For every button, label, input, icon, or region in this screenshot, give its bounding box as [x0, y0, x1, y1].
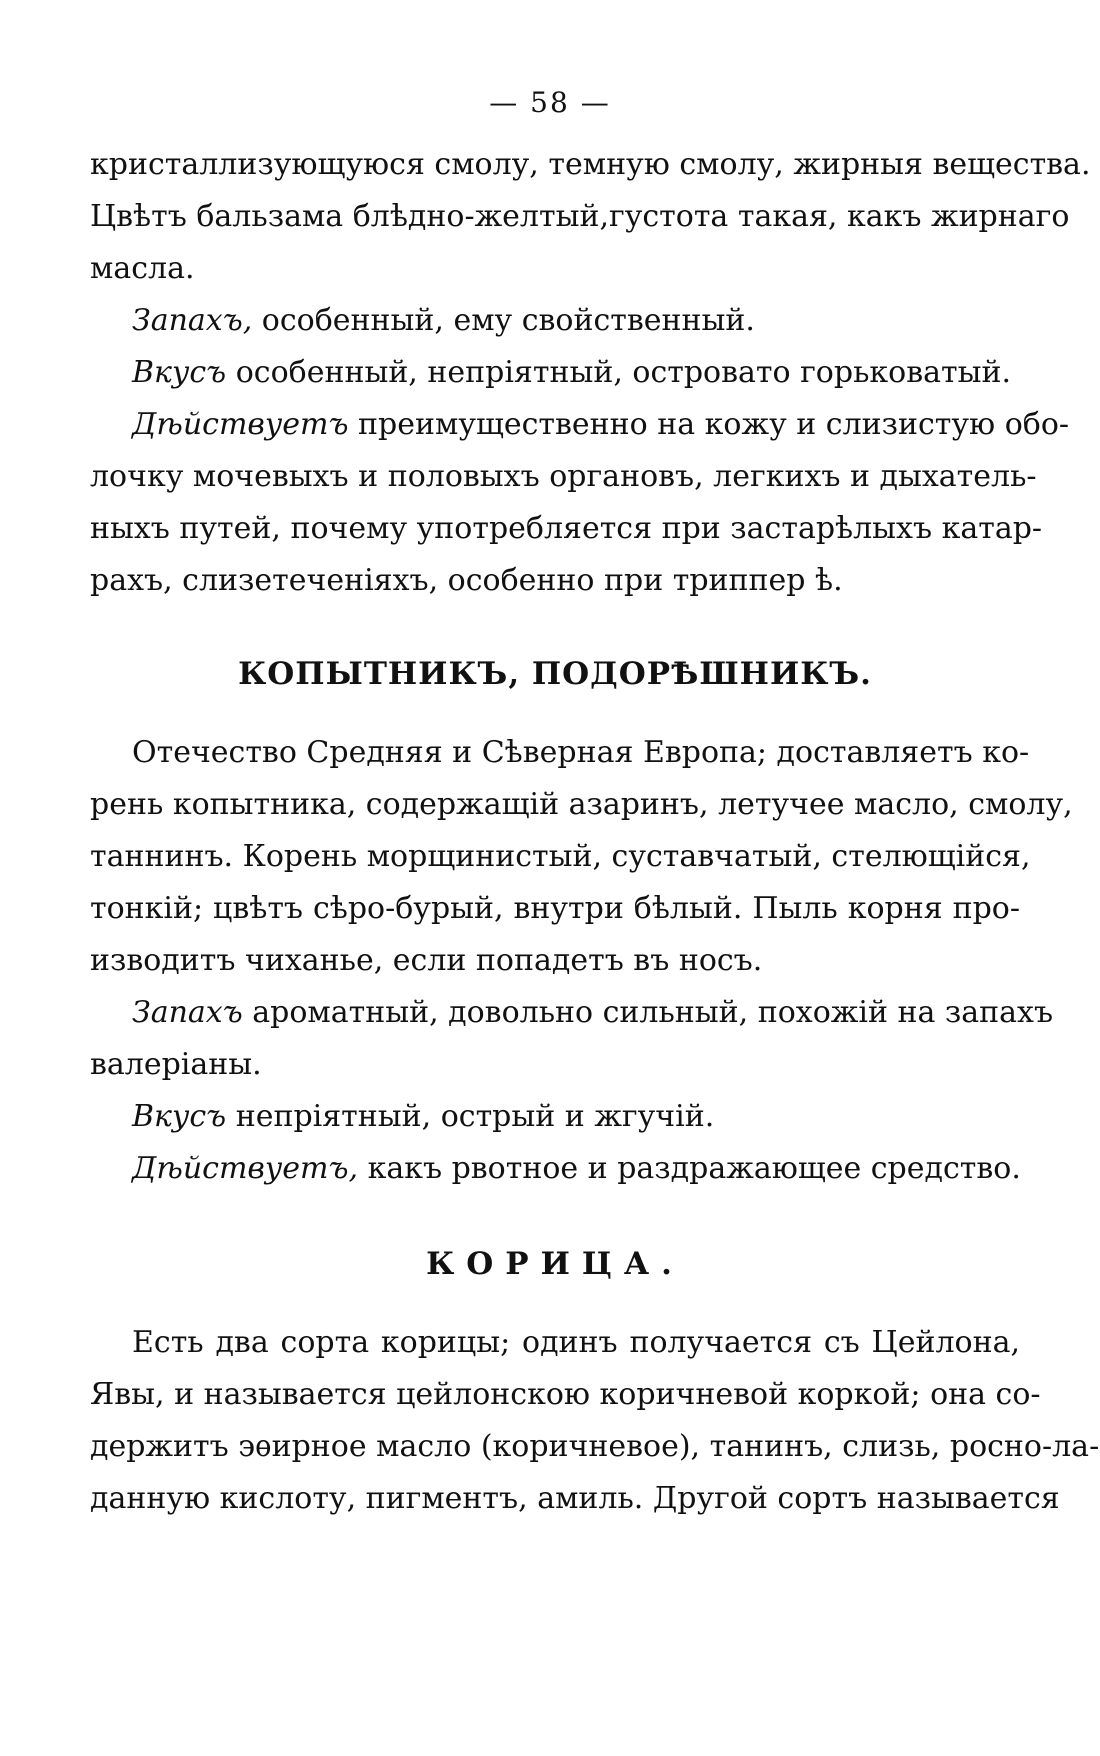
paragraph-line: ныхъ путей, почему употребляется при застарѣлыхъ катар-	[90, 511, 1043, 546]
page-number: — 58 —	[489, 86, 611, 119]
paragraph-line: таннинъ. Корень морщинистый, суставчатый, стелющійся,	[90, 839, 1031, 874]
taste-text: особенный, непріятный, островато горьковатый.	[226, 355, 1011, 390]
paragraph-line: держитъ эѳирное масло (коричневое), танинъ, слизь, росно-ла-	[90, 1429, 1100, 1464]
smell-text: ароматный, довольно сильный, похожій на запахъ	[242, 995, 1054, 1030]
taste-text: непріятный, острый и жгучій.	[226, 1099, 715, 1134]
paragraph-line: Отечество Средняя и Сѣверная Европа; доставляетъ ко-	[132, 735, 1030, 770]
taste-term: Вкусъ	[132, 1099, 227, 1134]
paragraph-line: масла.	[90, 251, 195, 286]
taste-paragraph	[132, 1099, 715, 1134]
smell-term: Запахъ,	[132, 303, 253, 338]
action-text: какъ рвотное и раздражающее средство.	[358, 1151, 1021, 1186]
paragraph-line: Цвѣтъ бальзама блѣдно-желтый,густота такая, какъ жирнаго	[90, 199, 1070, 234]
paragraph-line: кристаллизующуюся смолу, темную смолу, жирныя вещества.	[90, 147, 1091, 182]
paragraph-line: рахъ, слизетеченіяхъ, особенно при триппер ѣ.	[90, 563, 843, 598]
paragraph-line: лочку мочевыхъ и половыхъ органовъ, легкихъ и дыхатель-	[90, 459, 1037, 494]
taste-paragraph	[132, 355, 1011, 390]
action-term: Дѣйствуетъ	[132, 407, 349, 442]
paragraph-line: изводитъ чиханье, если попадетъ въ носъ.	[90, 943, 763, 978]
section-title: КОРИЦА.	[426, 1246, 684, 1282]
section-title: КОПЫТНИКЪ, ПОДОРѢШНИКЪ.	[238, 656, 872, 692]
paragraph-line: данную кислоту, пигментъ, амиль. Другой сортъ называется	[90, 1481, 1060, 1516]
paragraph-line: рень копытника, содержащій азаринъ, летучее масло, смолу,	[90, 787, 1073, 822]
paragraph-line: валеріаны.	[90, 1047, 262, 1082]
paragraph-line: тонкій; цвѣтъ сѣро-бурый, внутри бѣлый. Пыль корня про-	[90, 891, 1020, 926]
smell-paragraph	[132, 995, 1054, 1030]
smell-term: Запахъ	[132, 995, 243, 1030]
action-paragraph	[132, 1151, 1021, 1186]
action-paragraph	[132, 407, 1070, 442]
taste-term: Вкусъ	[132, 355, 227, 390]
smell-text: особенный, ему свойственный.	[252, 303, 755, 338]
smell-paragraph	[132, 303, 755, 338]
action-text: преимущественно на кожу и слизистую обо-	[348, 407, 1070, 442]
action-term: Дѣйствуетъ,	[132, 1151, 359, 1186]
paragraph-line: Есть два сорта корицы; одинъ получается съ Цейлона,	[132, 1325, 1020, 1360]
paragraph-line: Явы, и называется цейлонскою коричневой коркой; она со-	[90, 1377, 1041, 1412]
